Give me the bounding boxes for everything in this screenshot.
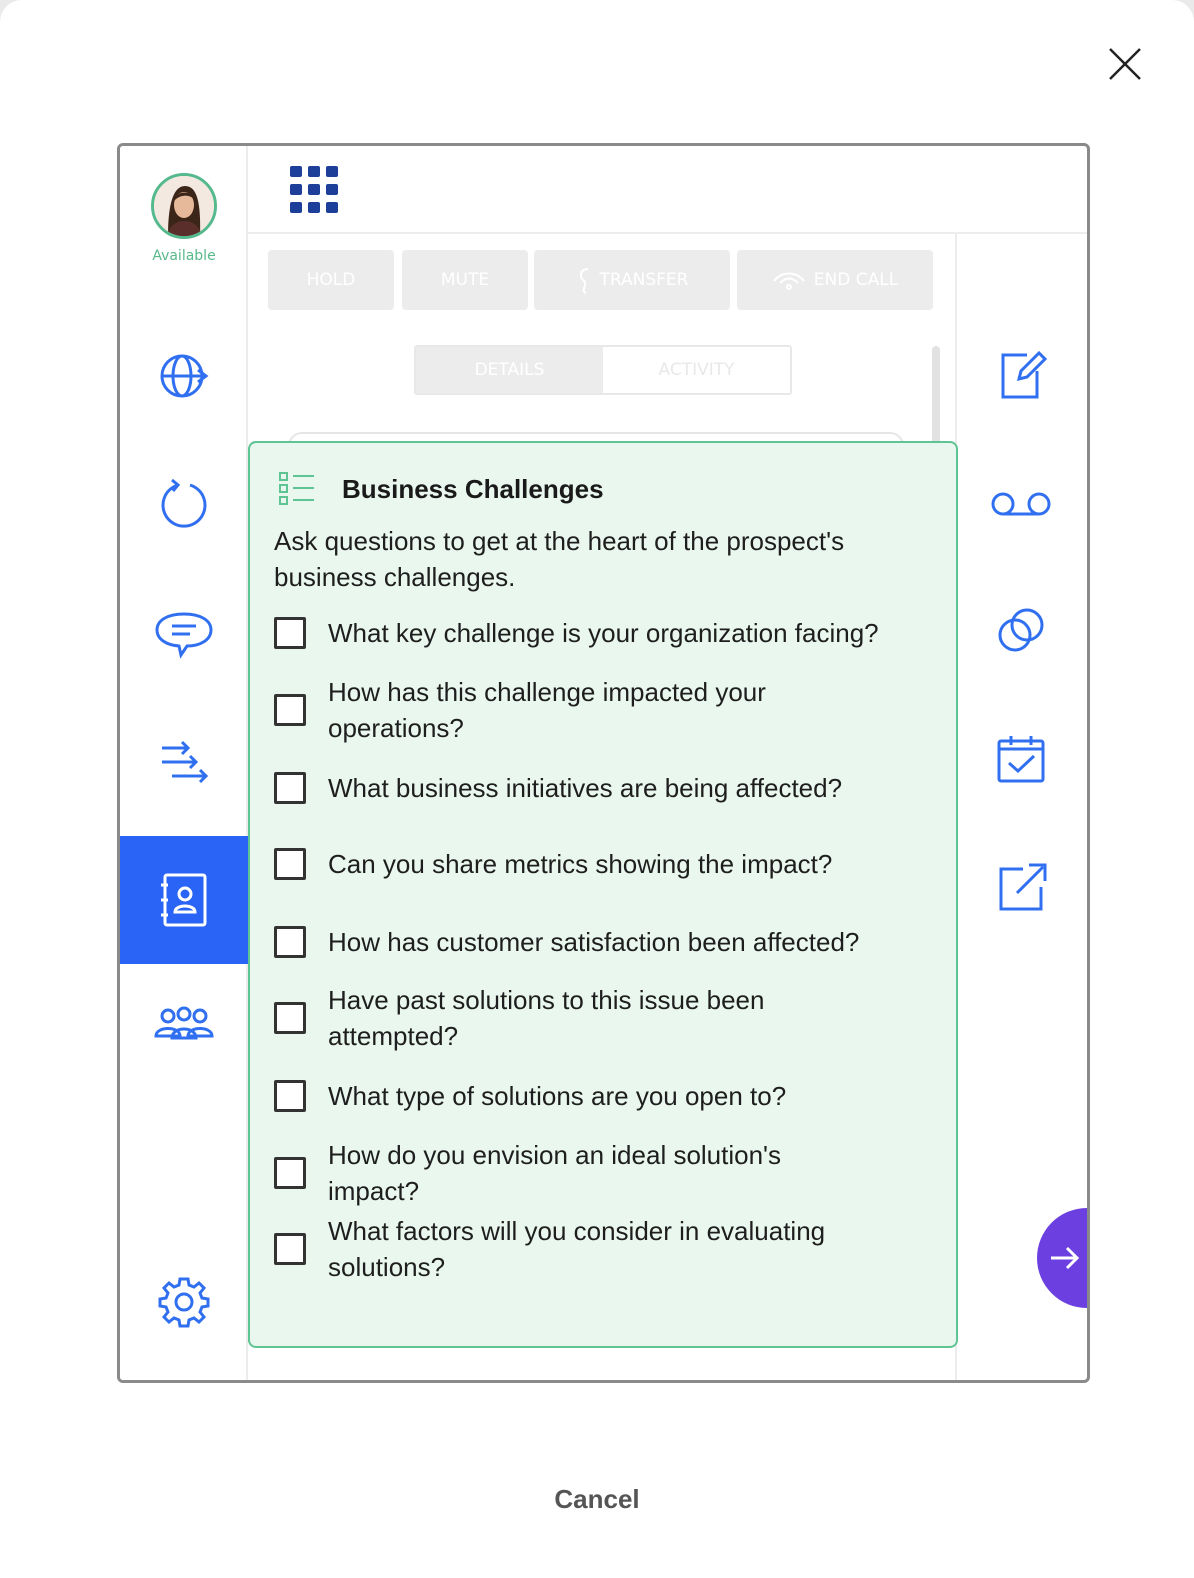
details-tabs	[414, 345, 792, 395]
end-call-icon	[772, 269, 806, 291]
settings-gear-icon	[156, 1274, 212, 1330]
question-text: What business initiatives are being affected?	[328, 773, 843, 803]
question-item	[274, 1078, 924, 1114]
question-checkbox[interactable]	[274, 1157, 306, 1189]
question-checkbox[interactable]	[274, 848, 306, 880]
question-item	[274, 770, 924, 806]
top-bar	[248, 146, 1087, 234]
question-text: How has this challenge impacted your operations?	[328, 677, 766, 743]
question-checkbox[interactable]	[274, 772, 306, 804]
question-item	[274, 615, 924, 651]
question-checkbox[interactable]	[274, 694, 306, 726]
question-checkbox[interactable]	[274, 1080, 306, 1112]
question-item	[274, 846, 924, 882]
refresh-icon	[156, 476, 212, 532]
left-nav	[120, 146, 248, 1380]
end-call-button[interactable]	[737, 250, 933, 310]
end-call-label: END CALL	[813, 270, 899, 290]
question-item	[274, 982, 834, 1054]
question-checkbox[interactable]	[274, 1233, 306, 1265]
question-text: Have past solutions to this issue been attempted?	[328, 985, 765, 1051]
edit-note-icon	[993, 347, 1049, 403]
question-checkbox[interactable]	[274, 617, 306, 649]
question-checkbox[interactable]	[274, 1002, 306, 1034]
question-text: What key challenge is your organization facing?	[328, 618, 879, 648]
action-edit[interactable]	[988, 342, 1054, 408]
question-text: How do you envision an ideal solution's impact?	[328, 1140, 782, 1206]
close-button[interactable]	[1100, 40, 1150, 90]
question-text: How has customer satisfaction been affected?	[328, 927, 860, 957]
avatar[interactable]	[151, 173, 217, 239]
action-voicemail[interactable]	[988, 471, 1054, 537]
question-text: What type of solutions are you open to?	[328, 1081, 787, 1111]
question-item	[274, 924, 924, 960]
business-challenges-panel	[248, 441, 958, 1348]
mute-button[interactable]	[402, 250, 528, 310]
transfer-label: TRANSFER	[599, 270, 689, 290]
panel-header	[278, 471, 604, 507]
next-button[interactable]	[1037, 1208, 1090, 1308]
tab-activity[interactable]: ACTIVITY	[603, 347, 790, 393]
nav-transfer[interactable]	[120, 698, 248, 826]
apps-button[interactable]	[290, 166, 338, 218]
question-item	[274, 1137, 834, 1209]
hold-button[interactable]	[268, 250, 394, 310]
external-link-icon	[993, 859, 1049, 915]
agent-status: Available	[152, 248, 216, 264]
cancel-button[interactable]: Cancel	[554, 1484, 640, 1514]
voicemail-icon	[989, 484, 1053, 524]
transfer-button[interactable]	[534, 250, 730, 310]
arrow-right-icon	[1047, 1240, 1083, 1276]
nav-team[interactable]	[120, 961, 248, 1089]
contact-card-icon	[156, 870, 212, 930]
chat-icon	[153, 606, 215, 662]
nav-chat[interactable]	[120, 570, 248, 698]
question-item	[274, 674, 834, 746]
mute-label: MUTE	[440, 270, 490, 290]
tab-details[interactable]: DETAILS	[416, 347, 603, 393]
action-calendar[interactable]	[988, 726, 1054, 792]
question-text: What factors will you consider in evaluating solutions?	[328, 1216, 826, 1282]
apps-grid-icon	[290, 166, 338, 214]
nav-refresh[interactable]	[120, 440, 248, 568]
panel-title: Business Challenges	[342, 473, 604, 504]
question-checkbox[interactable]	[274, 926, 306, 958]
transfer-ear-icon	[576, 265, 592, 295]
question-item	[274, 1213, 884, 1285]
checklist-icon	[278, 471, 316, 507]
hold-label: HOLD	[306, 270, 356, 290]
action-link[interactable]	[988, 598, 1054, 664]
calendar-check-icon	[993, 731, 1049, 787]
nav-settings[interactable]	[120, 1238, 248, 1366]
nav-contact[interactable]	[120, 836, 248, 964]
globe-arrow-icon	[156, 348, 212, 404]
panel-description: Ask questions to get at the heart of the prospect's business challenges.	[274, 526, 845, 592]
link-circles-icon	[993, 603, 1049, 659]
action-external[interactable]	[988, 854, 1054, 920]
nav-globe[interactable]	[120, 312, 248, 440]
transfer-arrows-icon	[156, 734, 212, 790]
close-icon	[1100, 40, 1150, 90]
team-icon	[152, 1000, 216, 1050]
question-text: Can you share metrics showing the impact?	[328, 849, 833, 879]
